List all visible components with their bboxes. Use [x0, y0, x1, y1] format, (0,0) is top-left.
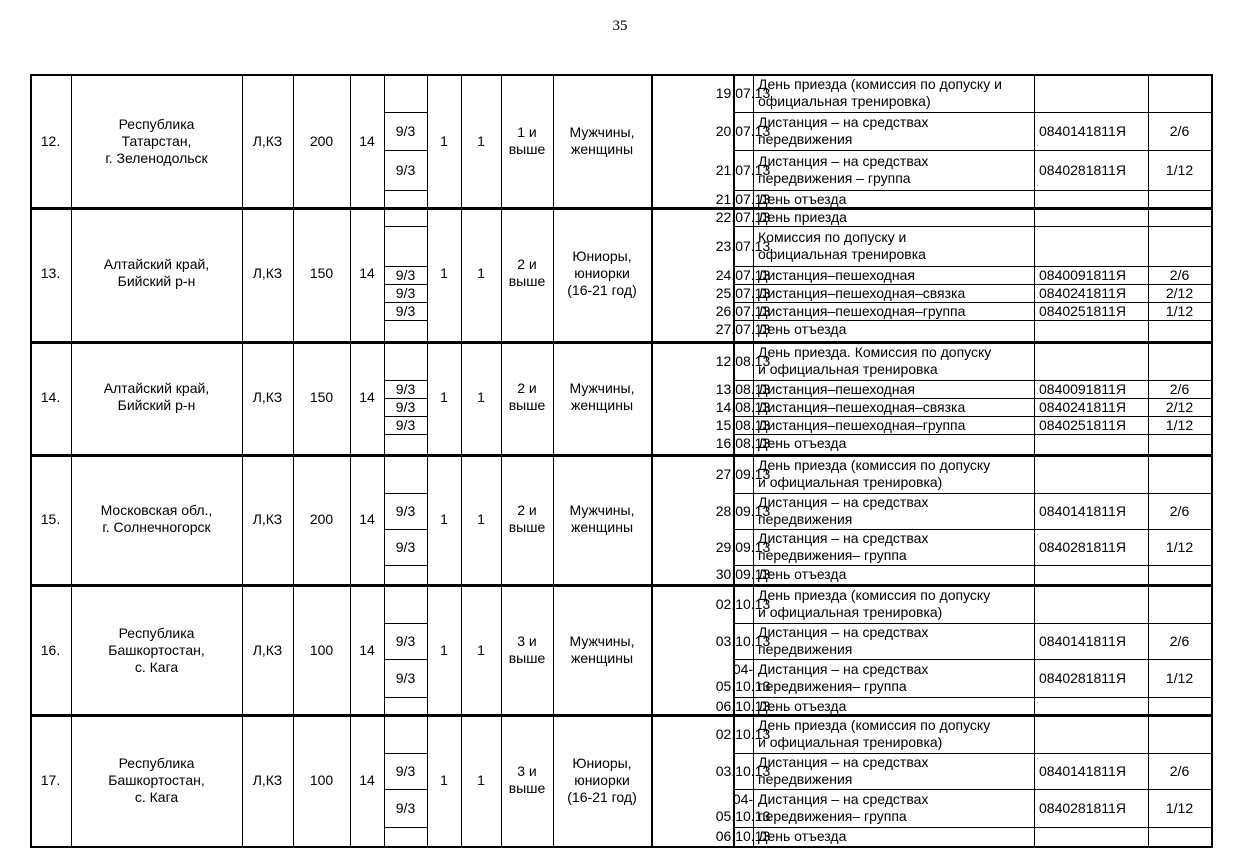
- participant-category: Мужчины, женщины: [569, 124, 635, 157]
- group-rate: 9/3: [395, 502, 416, 519]
- participants-count: 200: [309, 510, 334, 527]
- competition-type: Л,КЗ: [252, 388, 283, 405]
- days-count: 14: [359, 510, 375, 527]
- sport-rank: 2 и выше: [508, 380, 546, 413]
- discipline-code: 0840141811Я: [1039, 502, 1126, 519]
- medal-count: 1/12: [1165, 302, 1194, 319]
- col-a-value: 1: [440, 132, 448, 149]
- event-date: 24.07.13: [715, 266, 771, 283]
- group-rate: 9/3: [395, 122, 416, 139]
- event-description: Дистанция – на средствах передвижения: [758, 624, 929, 657]
- event-description: День отъезда: [758, 190, 847, 207]
- sport-rank: 2 и выше: [508, 502, 546, 535]
- row-number: 14.: [40, 388, 61, 405]
- event-date: 13.08.13: [715, 380, 771, 397]
- medal-count: 1/12: [1165, 538, 1194, 555]
- discipline-code: 0840241811Я: [1039, 284, 1126, 301]
- group-rate: 9/3: [395, 398, 416, 415]
- event-description: Дистанция – на средствах передвижения– группа: [758, 530, 929, 563]
- event-date: 12.08.13: [715, 352, 771, 369]
- event-description: День приезда (комиссия по допуску и официальная тренировка): [758, 457, 991, 490]
- participant-category: Мужчины, женщины: [569, 502, 635, 535]
- col-a-value: 1: [440, 771, 448, 788]
- medal-count: 2/6: [1169, 266, 1190, 283]
- event-description: Дистанция–пешеходная: [758, 380, 915, 397]
- group-rate: 9/3: [395, 284, 416, 301]
- participant-category: Мужчины, женщины: [569, 633, 635, 666]
- discipline-code: 0840091811Я: [1039, 266, 1126, 283]
- page-number: 35: [612, 18, 628, 34]
- event-description: День приезда. Комиссия по допуску и официальная тренировка: [758, 344, 992, 377]
- group-rate: 9/3: [395, 302, 416, 319]
- venue: Республика Татарстан, г. Зеленодольск: [105, 115, 208, 166]
- event-date: 19.07.13: [715, 84, 771, 101]
- participants-count: 200: [309, 132, 334, 149]
- medal-count: 2/6: [1169, 502, 1190, 519]
- event-description: Дистанция–пешеходная–связка: [758, 284, 966, 301]
- event-date: 02.10.13: [715, 595, 771, 612]
- discipline-code: 0840141811Я: [1039, 762, 1126, 779]
- competition-type: Л,КЗ: [252, 510, 283, 527]
- group-rate: 9/3: [395, 538, 416, 555]
- medal-count: 2/6: [1169, 122, 1190, 139]
- event-date: 14.08.13: [715, 398, 771, 415]
- sport-rank: 3 и выше: [508, 763, 546, 796]
- venue: Московская обл., г. Солнечногорск: [100, 502, 213, 535]
- col-b-value: 1: [477, 641, 485, 658]
- group-rate: 9/3: [395, 799, 416, 816]
- event-description: Комиссия по допуску и официальная тренировка: [758, 229, 926, 262]
- discipline-code: 0840091811Я: [1039, 380, 1126, 397]
- event-date: 26.07.13: [715, 302, 771, 319]
- days-count: 14: [359, 771, 375, 788]
- medal-count: 2/12: [1165, 398, 1194, 415]
- group-rate: 9/3: [395, 669, 416, 686]
- event-description: День приезда: [758, 208, 847, 225]
- event-date: 29.09.13: [715, 538, 771, 555]
- group-rate: 9/3: [395, 266, 416, 283]
- row-number: 13.: [40, 264, 61, 281]
- competition-type: Л,КЗ: [252, 641, 283, 658]
- participant-category: Мужчины, женщины: [569, 380, 635, 413]
- event-date: 06.10.13: [715, 697, 771, 714]
- medal-count: 1/12: [1165, 416, 1194, 433]
- event-description: Дистанция – на средствах передвижения: [758, 114, 929, 147]
- event-description: Дистанция – на средствах передвижения: [758, 754, 929, 787]
- group-rate: 9/3: [395, 762, 416, 779]
- event-date: 02.10.13: [715, 725, 771, 742]
- medal-count: 1/12: [1165, 669, 1194, 686]
- group-rate: 9/3: [395, 380, 416, 397]
- venue: Республика Башкортостан, с. Кага: [108, 624, 205, 675]
- row-number: 16.: [40, 641, 61, 658]
- participant-category: Юниоры, юниорки (16-21 год): [567, 247, 637, 298]
- competition-table: [30, 74, 1213, 848]
- event-date: 30.09.13: [715, 565, 771, 582]
- days-count: 14: [359, 388, 375, 405]
- discipline-code: 0840281811Я: [1039, 538, 1126, 555]
- participants-count: 150: [309, 388, 334, 405]
- medal-count: 2/6: [1169, 632, 1190, 649]
- row-number: 12.: [40, 132, 61, 149]
- competition-type: Л,КЗ: [252, 771, 283, 788]
- table-frame: [30, 74, 1213, 848]
- competition-type: Л,КЗ: [252, 264, 283, 281]
- event-date: 04-05.10.13: [715, 661, 771, 694]
- medal-count: 2/6: [1169, 380, 1190, 397]
- discipline-code: 0840281811Я: [1039, 669, 1126, 686]
- venue: Республика Башкортостан, с. Кага: [108, 754, 205, 805]
- days-count: 14: [359, 132, 375, 149]
- discipline-code: 0840141811Я: [1039, 632, 1126, 649]
- event-description: День отъезда: [758, 434, 847, 451]
- event-date: 20.07.13: [715, 122, 771, 139]
- event-description: Дистанция–пешеходная–группа: [758, 416, 966, 433]
- medal-count: 2/6: [1169, 762, 1190, 779]
- event-date: 21.07.13: [715, 190, 771, 207]
- days-count: 14: [359, 264, 375, 281]
- event-date: 22.07.13: [715, 208, 771, 225]
- col-a-value: 1: [440, 264, 448, 281]
- event-date: 03.10.13: [715, 762, 771, 779]
- competition-type: Л,КЗ: [252, 132, 283, 149]
- col-b-value: 1: [477, 771, 485, 788]
- event-description: Дистанция – на средствах передвижения– группа: [758, 661, 929, 694]
- event-date: 06.10.13: [715, 827, 771, 844]
- event-description: День отъезда: [758, 697, 847, 714]
- event-description: Дистанция – на средствах передвижения: [758, 494, 929, 527]
- col-b-value: 1: [477, 510, 485, 527]
- sport-rank: 1 и выше: [508, 124, 546, 157]
- event-date: 04-05.10.13: [715, 791, 771, 824]
- row-number: 15.: [40, 510, 61, 527]
- event-date: 03.10.13: [715, 632, 771, 649]
- discipline-code: 0840281811Я: [1039, 161, 1126, 178]
- event-date: 21.07.13: [715, 161, 771, 178]
- event-date: 28.09.13: [715, 502, 771, 519]
- event-description: День отъезда: [758, 827, 847, 844]
- sport-rank: 2 и выше: [508, 256, 546, 289]
- venue: Алтайский край, Бийский р-н: [103, 380, 210, 413]
- event-description: День приезда (комиссия по допуску и официальная тренировка): [758, 717, 991, 750]
- sport-rank: 3 и выше: [508, 633, 546, 666]
- col-b-value: 1: [477, 388, 485, 405]
- col-b-value: 1: [477, 264, 485, 281]
- venue: Алтайский край, Бийский р-н: [103, 256, 210, 289]
- event-date: 25.07.13: [715, 284, 771, 301]
- col-a-value: 1: [440, 510, 448, 527]
- discipline-code: 0840141811Я: [1039, 122, 1126, 139]
- discipline-code: 0840241811Я: [1039, 398, 1126, 415]
- discipline-code: 0840251811Я: [1039, 302, 1126, 319]
- participant-category: Юниоры, юниорки (16-21 год): [567, 754, 637, 805]
- participants-count: 100: [309, 641, 334, 658]
- event-description: Дистанция – на средствах передвижения – группа: [758, 153, 929, 186]
- col-a-value: 1: [440, 641, 448, 658]
- medal-count: 1/12: [1165, 799, 1194, 816]
- event-description: День приезда (комиссия по допуску и официальная тренировка): [758, 587, 991, 620]
- participants-count: 150: [309, 264, 334, 281]
- event-description: Дистанция–пешеходная: [758, 266, 915, 283]
- medal-count: 1/12: [1165, 161, 1194, 178]
- event-date: 16.08.13: [715, 434, 771, 451]
- discipline-code: 0840281811Я: [1039, 799, 1126, 816]
- discipline-code: 0840251811Я: [1039, 416, 1126, 433]
- days-count: 14: [359, 641, 375, 658]
- event-date: 27.09.13: [715, 465, 771, 482]
- event-description: Дистанция–пешеходная–группа: [758, 302, 966, 319]
- event-description: Дистанция–пешеходная–связка: [758, 398, 966, 415]
- event-description: Дистанция – на средствах передвижения– группа: [758, 791, 929, 824]
- group-rate: 9/3: [395, 416, 416, 433]
- group-rate: 9/3: [395, 632, 416, 649]
- event-description: День отъезда: [758, 320, 847, 337]
- medal-count: 2/12: [1165, 284, 1194, 301]
- row-number: 17.: [40, 771, 61, 788]
- event-date: 27.07.13: [715, 320, 771, 337]
- event-description: День приезда (комиссия по допуску и официальная тренировка): [758, 76, 1002, 109]
- participants-count: 100: [309, 771, 334, 788]
- event-date: 23.07.13: [715, 237, 771, 254]
- col-a-value: 1: [440, 388, 448, 405]
- col-b-value: 1: [477, 132, 485, 149]
- event-description: День отъезда: [758, 565, 847, 582]
- event-date: 15.08.13: [715, 416, 771, 433]
- group-rate: 9/3: [395, 161, 416, 178]
